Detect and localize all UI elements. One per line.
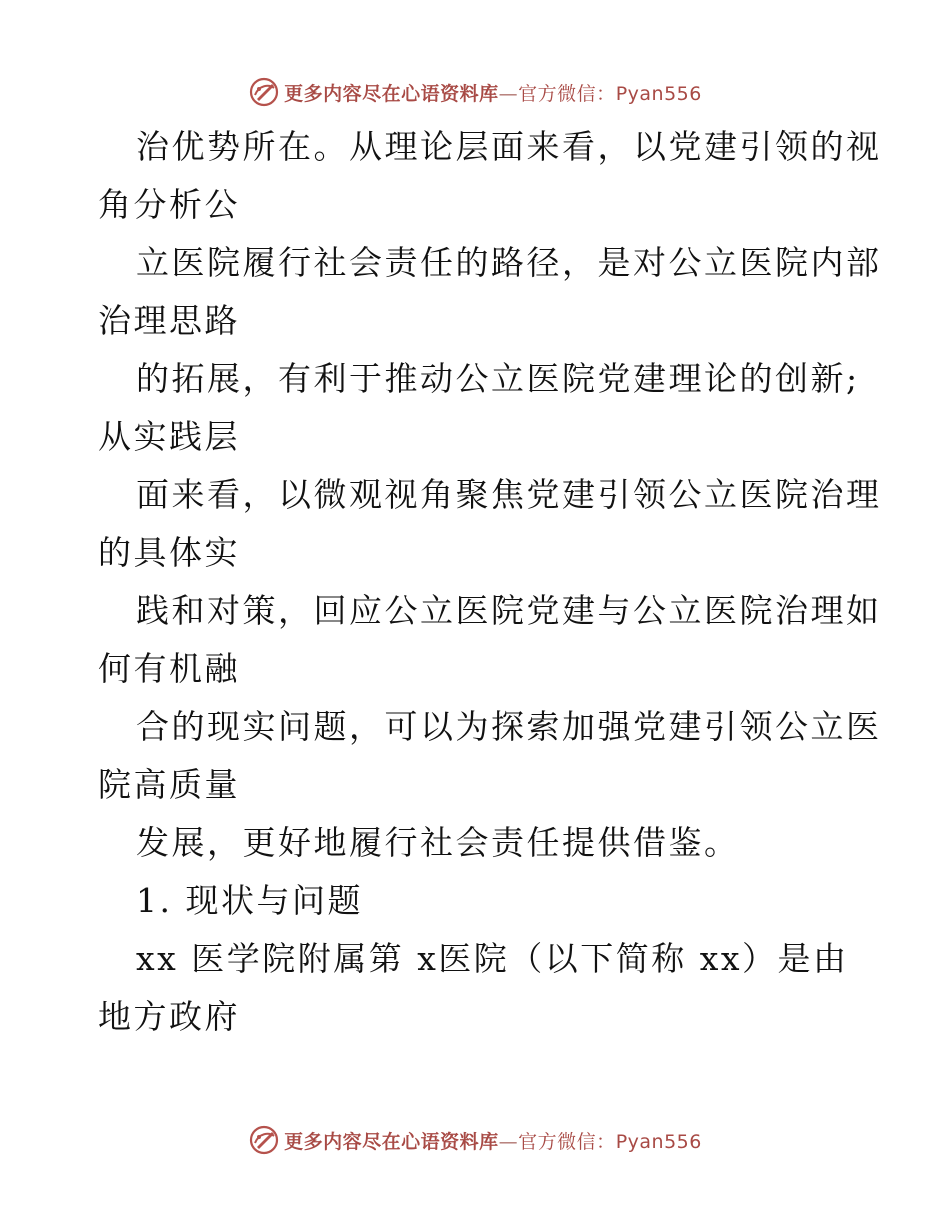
section-heading: [98, 872, 858, 930]
paragraph-line: 从实践层: [98, 417, 240, 456]
paragraph-line: 面来看，以微观视角聚焦党建引领公立医院治理: [136, 475, 882, 514]
paragraph: [98, 118, 882, 234]
paragraph-line: 践和对策，回应公立医院党建与公立医院治理如: [136, 591, 882, 630]
paragraph: [98, 814, 858, 872]
paragraph-line: xx 医学院附属第 x医院（以下简称 xx）是由: [136, 939, 849, 978]
paragraph: [98, 698, 882, 814]
section-heading-text: 1. 现状与问题: [136, 881, 363, 920]
footer-banner: [0, 1120, 950, 1160]
paragraph-line: 治理思路: [98, 301, 240, 340]
paragraph: [98, 234, 882, 350]
banner-wechat-id: Pyan556: [615, 1130, 702, 1153]
brand-logo-icon: [248, 76, 280, 108]
banner-brand: 更多内容尽在心语资料库: [284, 82, 499, 105]
paragraph: [98, 582, 882, 698]
paragraph-line: 地方政府: [98, 997, 240, 1036]
banner-wechat-label: 官方微信：: [518, 1130, 616, 1153]
paragraph: [98, 466, 882, 582]
paragraph-line: 治优势所在。从理论层面来看，以党建引领的视: [136, 127, 882, 166]
banner-text: [284, 79, 702, 106]
banner-wechat-id: Pyan556: [615, 82, 702, 105]
document-body: [98, 118, 882, 1046]
brand-logo-icon: [248, 1124, 280, 1156]
paragraph-line: 何有机融: [98, 649, 240, 688]
banner-brand: 更多内容尽在心语资料库: [284, 1130, 499, 1153]
paragraph-line: 角分析公: [98, 185, 240, 224]
paragraph: [98, 350, 858, 466]
banner-text: [284, 1127, 702, 1154]
paragraph-line: 的具体实: [98, 533, 240, 572]
paragraph-line: 的拓展，有利于推动公立医院党建理论的创新;: [136, 359, 860, 398]
banner-separator: —: [498, 82, 519, 105]
paragraph-line: 立医院履行社会责任的路径，是对公立医院内部: [136, 243, 882, 282]
banner-separator: —: [498, 1130, 519, 1153]
paragraph-line: 合的现实问题，可以为探索加强党建引领公立医: [136, 707, 882, 746]
paragraph: [98, 930, 858, 1046]
banner-wechat-label: 官方微信：: [518, 82, 616, 105]
paragraph-line: 发展，更好地履行社会责任提供借鉴。: [136, 823, 740, 862]
header-banner: [0, 72, 950, 112]
paragraph-line: 院高质量: [98, 765, 240, 804]
